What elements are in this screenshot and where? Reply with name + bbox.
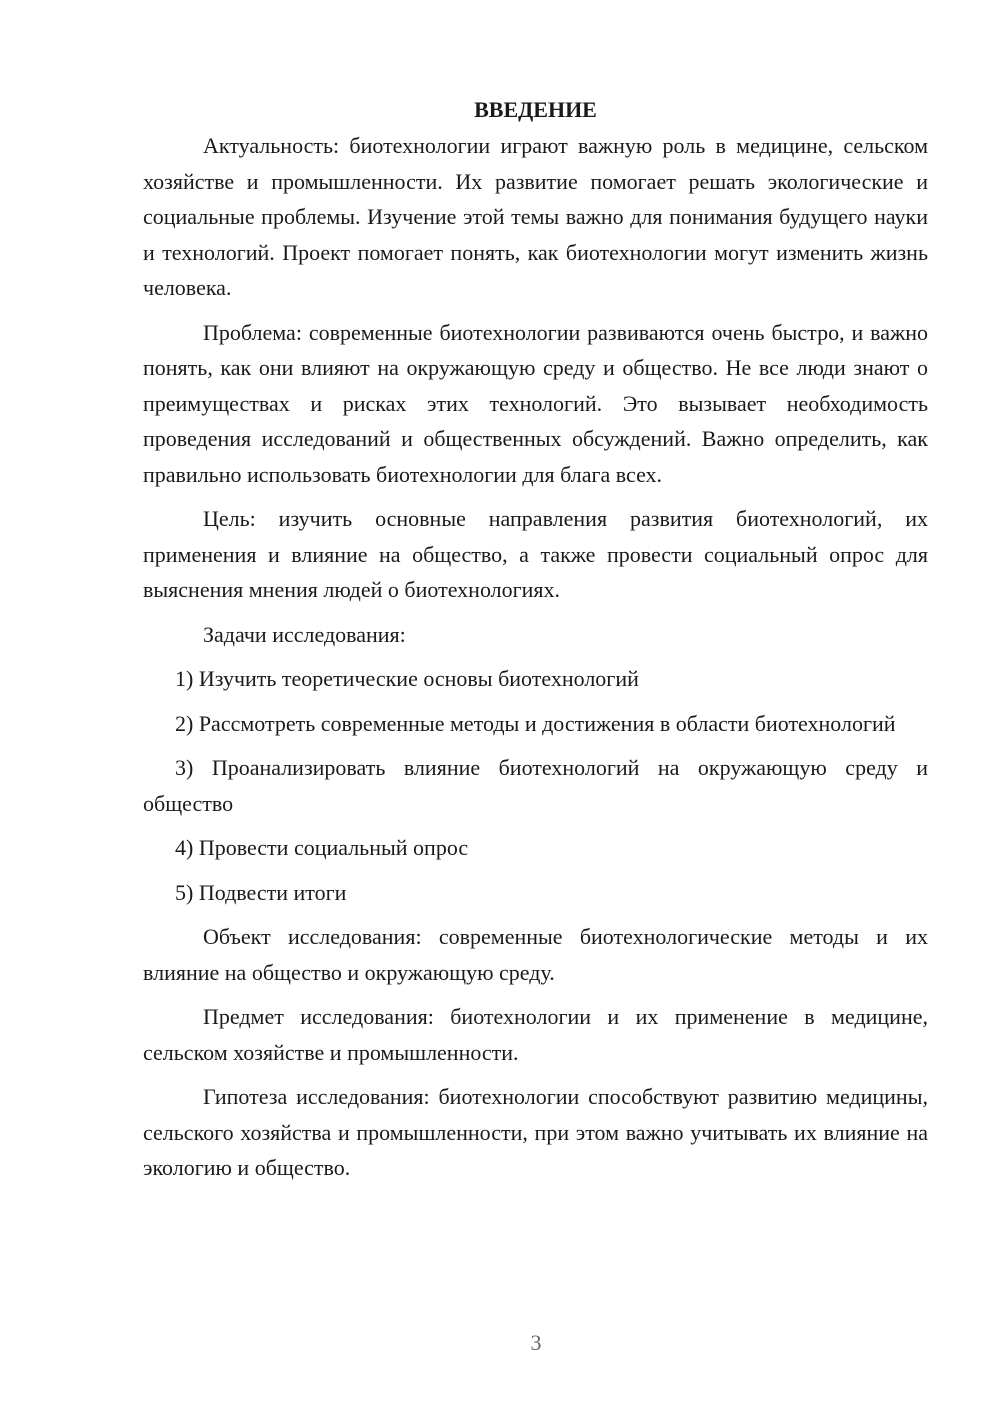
tasks-list	[143, 661, 928, 910]
list-item: 5) Подвести итоги	[175, 879, 347, 905]
list-item: 1) Изучить теоретические основы биотехнологий	[175, 666, 639, 691]
tasks-heading: Задачи исследования:	[203, 621, 406, 647]
list-item: 4) Провести социальный опрос	[175, 835, 469, 860]
list-item: 2) Рассмотреть современные методы и достижения в области биотехнологий	[175, 710, 896, 736]
paragraph-relevance: Актуальность: биотехнологии играют важную роль в медицине, сельском хозяйстве и промышленности. Их развитие помогает решать экологические и социальные проблемы. Изучение этой темы важно для понимания будущего науки и технологий. Проект помогает понять, как биотехнологии могут изменить жизнь человека.	[143, 133, 928, 300]
paragraph-hypothesis: Гипотеза исследования: биотехнологии способствуют развитию медицины, сельского хозяйства и промышленности, при этом важно учитывать их влияние на экологию и общество.	[143, 1084, 928, 1180]
paragraph-object: Объект исследования: современные биотехнологические методы и их влияние на общество и окружающую среду.	[143, 924, 928, 985]
paragraph-goal: Цель: изучить основные направления развития биотехнологий, их применения и влияние на общество, а также провести социальный опрос для выяснения мнения людей о биотехнологиях.	[143, 506, 928, 602]
page-number: 3	[530, 1330, 542, 1355]
paragraph-problem: Проблема: современные биотехнологии развиваются очень быстро, и важно понять, как они влияют на окружающую среду и общество. Не все люди знают о преимуществах и рисках этих технологий. Это вызывает необходимость проведения исследований и общественных обсуждений. Важно определить, как правильно использовать биотехнологии для блага всех.	[143, 319, 928, 487]
list-item: 3) Проанализировать влияние биотехнологий на окружающую среду и общество	[143, 755, 928, 816]
document-page	[143, 92, 928, 1195]
paragraph-subject: Предмет исследования: биотехнологии и их применение в медицине, сельском хозяйстве и промышленности.	[143, 1004, 928, 1065]
page-title: ВВЕДЕНИЕ	[474, 97, 597, 122]
